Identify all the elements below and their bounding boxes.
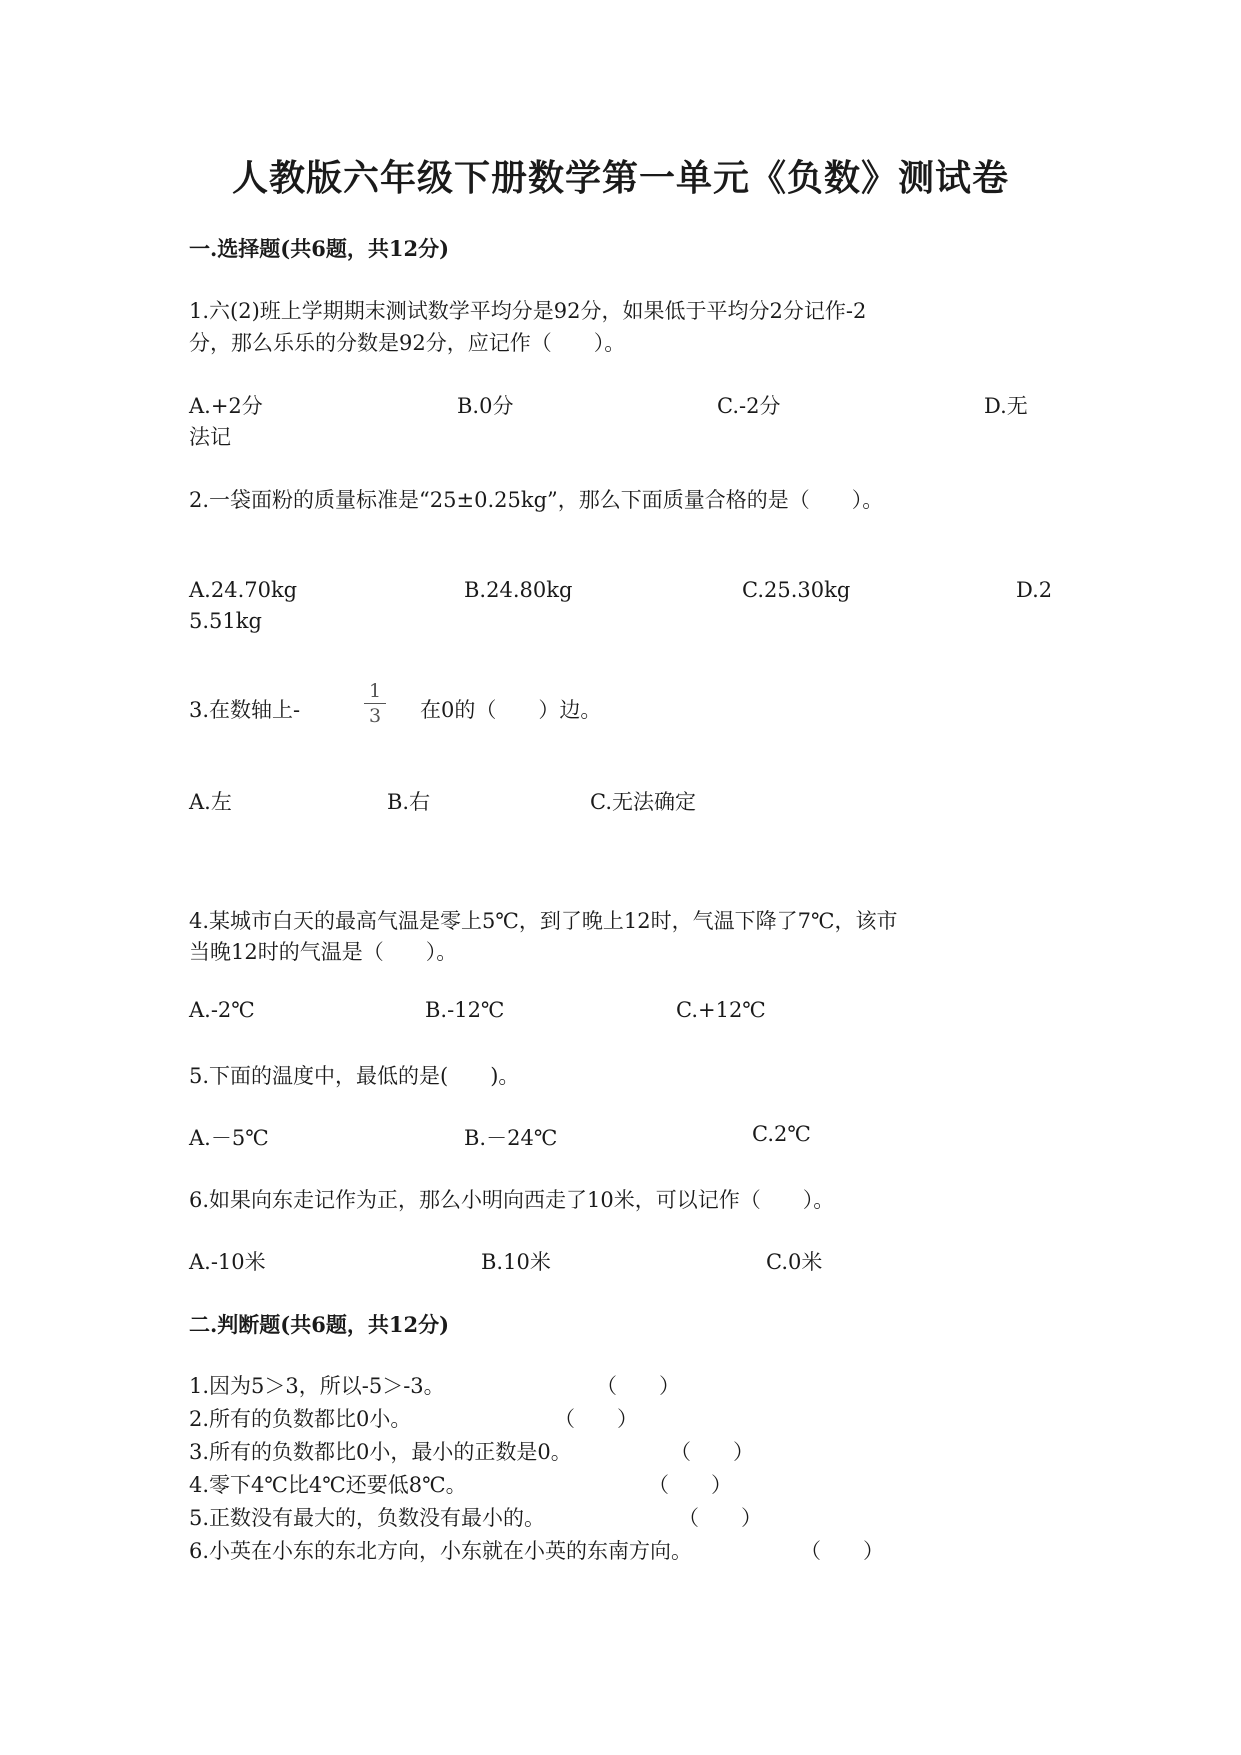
question-2-line-1: 2.一袋面粉的质量标准是“25±0.25kg”，那么下面质量合格的是（ ）。 — [189, 488, 884, 512]
judgement-item-6: 6.小英在小东的东北方向，小东就在小英的东南方向。 — [189, 1539, 693, 1563]
question-6-option-c: C.0米 — [766, 1250, 823, 1274]
judgement-blank-5: （ ） — [678, 1506, 762, 1530]
question-3-option-b: B.右 — [387, 790, 431, 814]
question-4-option-a: A.-2℃ — [189, 998, 255, 1022]
question-5-option-c: C.2℃ — [752, 1122, 811, 1146]
question-6-option-a: A.-10米 — [189, 1250, 266, 1274]
question-1-line-2: 分，那么乐乐的分数是92分，应记作（ ）。 — [189, 331, 626, 355]
question-5-option-b: B.－24℃ — [464, 1126, 558, 1150]
judgement-blank-2: （ ） — [554, 1407, 638, 1431]
question-2-option-d: D.2 — [1016, 578, 1053, 602]
question-2-option-c: C.25.30kg — [742, 578, 851, 602]
judgement-blank-1: （ ） — [596, 1374, 680, 1398]
question-3-suffix: 在0的（ ）边。 — [420, 698, 602, 722]
question-4-line-1: 4.某城市白天的最高气温是零上5℃，到了晚上12时，气温下降了7℃，该市 — [189, 909, 898, 933]
fraction-numerator: 1 — [368, 680, 382, 702]
question-5-option-a: A.－5℃ — [189, 1126, 269, 1150]
question-1-option-d: D.无 — [984, 394, 1028, 418]
judgement-item-3: 3.所有的负数都比0小，最小的正数是0。 — [189, 1440, 572, 1464]
judgement-item-4: 4.零下4℃比4℃还要低8℃。 — [189, 1473, 467, 1497]
question-1-option-c: C.-2分 — [717, 394, 781, 418]
judgement-item-1: 1.因为5＞3，所以-5＞-3。 — [189, 1374, 445, 1398]
section-heading-choice: 一.选择题(共6题，共12分) — [189, 236, 450, 261]
question-1-option-a: A.+2分 — [189, 394, 263, 418]
question-1-line-1: 1.六(2)班上学期期末测试数学平均分是92分，如果低于平均分2分记作-2 — [189, 299, 867, 323]
judgement-blank-4: （ ） — [648, 1473, 732, 1497]
question-3-option-a: A.左 — [189, 790, 232, 814]
page-title: 人教版六年级下册数学第一单元《负数》测试卷 — [231, 157, 1009, 199]
question-1-option-b: B.0分 — [457, 394, 514, 418]
question-2-option-a: A.24.70kg — [189, 578, 298, 602]
question-5-line-1: 5.下面的温度中，最低的是( )。 — [189, 1064, 520, 1088]
question-2-option-d-wrap: 5.51kg — [189, 609, 262, 633]
section-heading-judgement: 二.判断题(共6题，共12分) — [189, 1312, 450, 1337]
question-4-option-b: B.-12℃ — [425, 998, 505, 1022]
judgement-blank-6: （ ） — [800, 1539, 884, 1563]
question-6-line-1: 6.如果向东走记作为正，那么小明向西走了10米，可以记作（ ）。 — [189, 1188, 835, 1212]
fraction-denominator: 3 — [368, 705, 382, 727]
judgement-item-5: 5.正数没有最大的，负数没有最小的。 — [189, 1506, 546, 1530]
fraction-one-third — [364, 680, 386, 727]
question-3-prefix: 3.在数轴上- — [189, 698, 301, 722]
question-6-option-b: B.10米 — [481, 1250, 551, 1274]
judgement-blank-3: （ ） — [670, 1440, 754, 1464]
question-1-option-d-wrap: 法记 — [189, 425, 231, 449]
question-3-option-c: C.无法确定 — [590, 790, 696, 814]
judgement-item-2: 2.所有的负数都比0小。 — [189, 1407, 412, 1431]
question-2-option-b: B.24.80kg — [464, 578, 573, 602]
fraction-bar — [364, 703, 386, 704]
question-4-option-c: C.+12℃ — [676, 998, 766, 1022]
question-4-line-2: 当晚12时的气温是（ ）。 — [189, 940, 458, 964]
